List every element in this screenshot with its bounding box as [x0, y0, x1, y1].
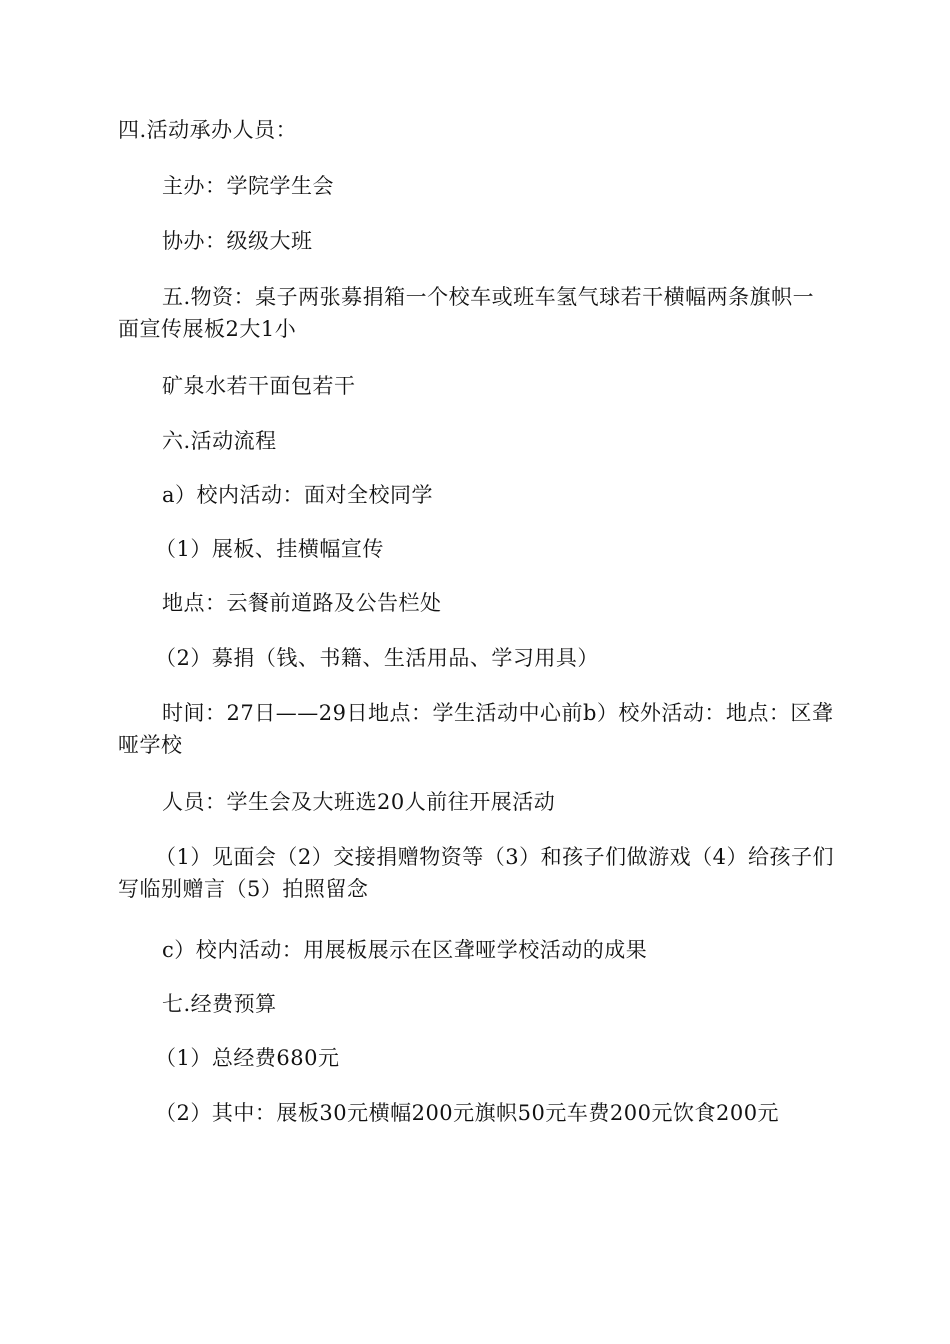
- paragraph-campus-activity: a）校内活动：面对全校同学: [162, 483, 434, 507]
- section-heading-four: 四.活动承办人员：: [118, 118, 298, 142]
- paragraph-location: 地点：云餐前道路及公告栏处: [162, 591, 442, 615]
- paragraph-donation: （2）募捐（钱、书籍、生活用品、学习用具）: [155, 646, 599, 670]
- section-heading-seven: 七.经费预算: [162, 992, 277, 1016]
- paragraph-materials: 五.物资：桌子两张募捐箱一个校车或班车氢气球若干横幅两条旗帜一面宣传展板2大1小: [118, 285, 815, 341]
- paragraph-organizer: 主办：学院学生会: [162, 174, 334, 198]
- section-heading-six: 六.活动流程: [162, 429, 277, 453]
- paragraph-total-budget: （1）总经费680元: [155, 1046, 340, 1070]
- paragraph-display-boards: （1）展板、挂横幅宣传: [155, 537, 384, 561]
- paragraph-results-display: c）校内活动：用展板展示在区聋哑学校活动的成果: [162, 938, 648, 962]
- paragraph-time-location: 时间：27日——29日地点：学生活动中心前b）校外活动：地点：区聋哑学校: [118, 701, 834, 757]
- paragraph-activities-list: （1）见面会（2）交接捐赠物资等（3）和孩子们做游戏（4）给孩子们写临别赠言（5）拍照留念: [118, 845, 834, 901]
- paragraph-co-organizer: 协办：级级大班: [162, 229, 313, 253]
- paragraph-supplies: 矿泉水若干面包若干: [162, 374, 356, 398]
- paragraph-personnel: 人员：学生会及大班选20人前往开展活动: [162, 790, 556, 814]
- paragraph-budget-breakdown: （2）其中：展板30元横幅200元旗帜50元车费200元饮食200元: [155, 1101, 780, 1125]
